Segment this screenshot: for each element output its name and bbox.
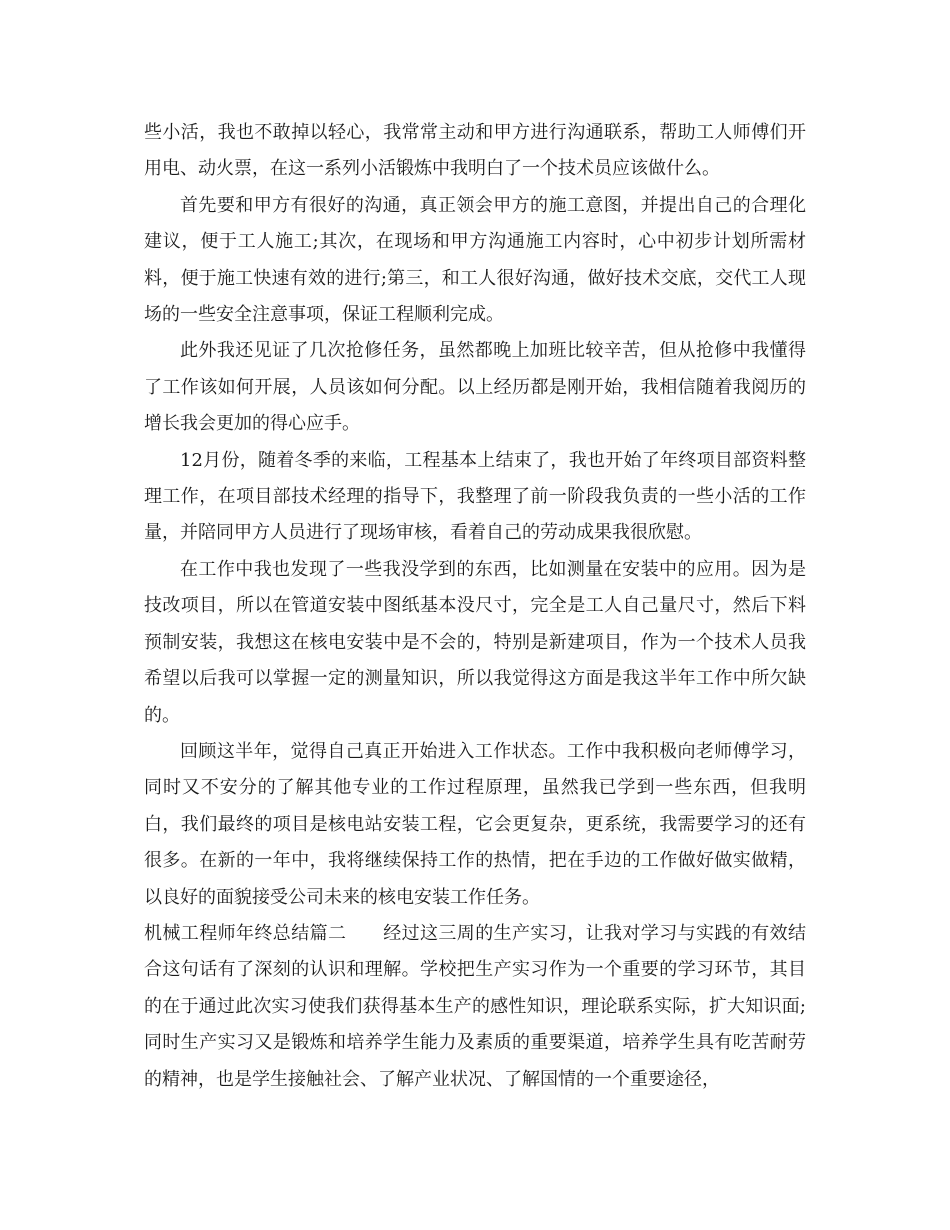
paragraph-2: 首先要和甲方有很好的沟通，真正领会甲方的施工意图，并提出自己的合理化建议，便于工人施工;其次，在现场和甲方沟通施工内容时，心中初步计划所需材料，便于施工快速有效的进行;第三，和工人很好沟通，做好技术交底，交代工人现场的一些安全注意事项，保证工程顺利完成。 xyxy=(144,194,806,326)
paragraph-3: 此外我还见证了几次抢修任务，虽然都晚上加班比较辛苦，但从抢修中我懂得了工作该如何开展，人员该如何分配。以上经历都是刚开始，我相信随着我阅历的增长我会更加的得心应手。 xyxy=(144,340,806,435)
paragraph-4: 12月份，随着冬季的来临，工程基本上结束了，我也开始了年终项目部资料整理工作，在项目部技术经理的指导下，我整理了前一阶段我负责的一些小活的工作量，并陪同甲方人员进行了现场审核，看着自己的劳动成果我很欣慰。 xyxy=(144,449,806,544)
paragraph-5: 在工作中我也发现了一些我没学到的东西，比如测量在安装中的应用。因为是技改项目，所以在管道安装中图纸基本没尺寸，完全是工人自己量尺寸，然后下料预制安装，我想这在核电安装中是不会的，特别是新建项目，作为一个技术人员我希望以后我可以掌握一定的测量知识，所以我觉得这方面是我这半年工作中所欠缺的。 xyxy=(144,558,806,726)
paragraph-1: 些小活，我也不敢掉以轻心，我常常主动和甲方进行沟通联系，帮助工人师傅们开用电、动火票，在这一系列小活锻炼中我明白了一个技术员应该做什么。 xyxy=(144,122,806,180)
document-body xyxy=(144,115,806,1098)
paragraph-7-section-heading: 机械工程师年终总结篇二 经过这三周的生产实习，让我对学习与实践的有效结合这句话有了深刻的认识和理解。学校把生产实习作为一个重要的学习环节，其目的在于通过此次实习使我们获得基本生产的感性知识，理论联系实际，扩大知识面;同时生产实习又是锻炼和培养学生能力及素质的重要渠道，培养学生具有吃苦耐劳的精神，也是学生接触社会、了解产业状况、了解国情的一个重要途径， xyxy=(144,922,806,1090)
paragraph-6: 回顾这半年，觉得自己真正开始进入工作状态。工作中我积极向老师傅学习，同时又不安分的了解其他专业的工作过程原理，虽然我已学到一些东西，但我明白，我们最终的项目是核电站安装工程，它会更复杂，更系统，我需要学习的还有很多。在新的一年中，我将继续保持工作的热情，把在手边的工作做好做实做精，以良好的面貌接受公司未来的核电安装工作任务。 xyxy=(144,740,806,908)
